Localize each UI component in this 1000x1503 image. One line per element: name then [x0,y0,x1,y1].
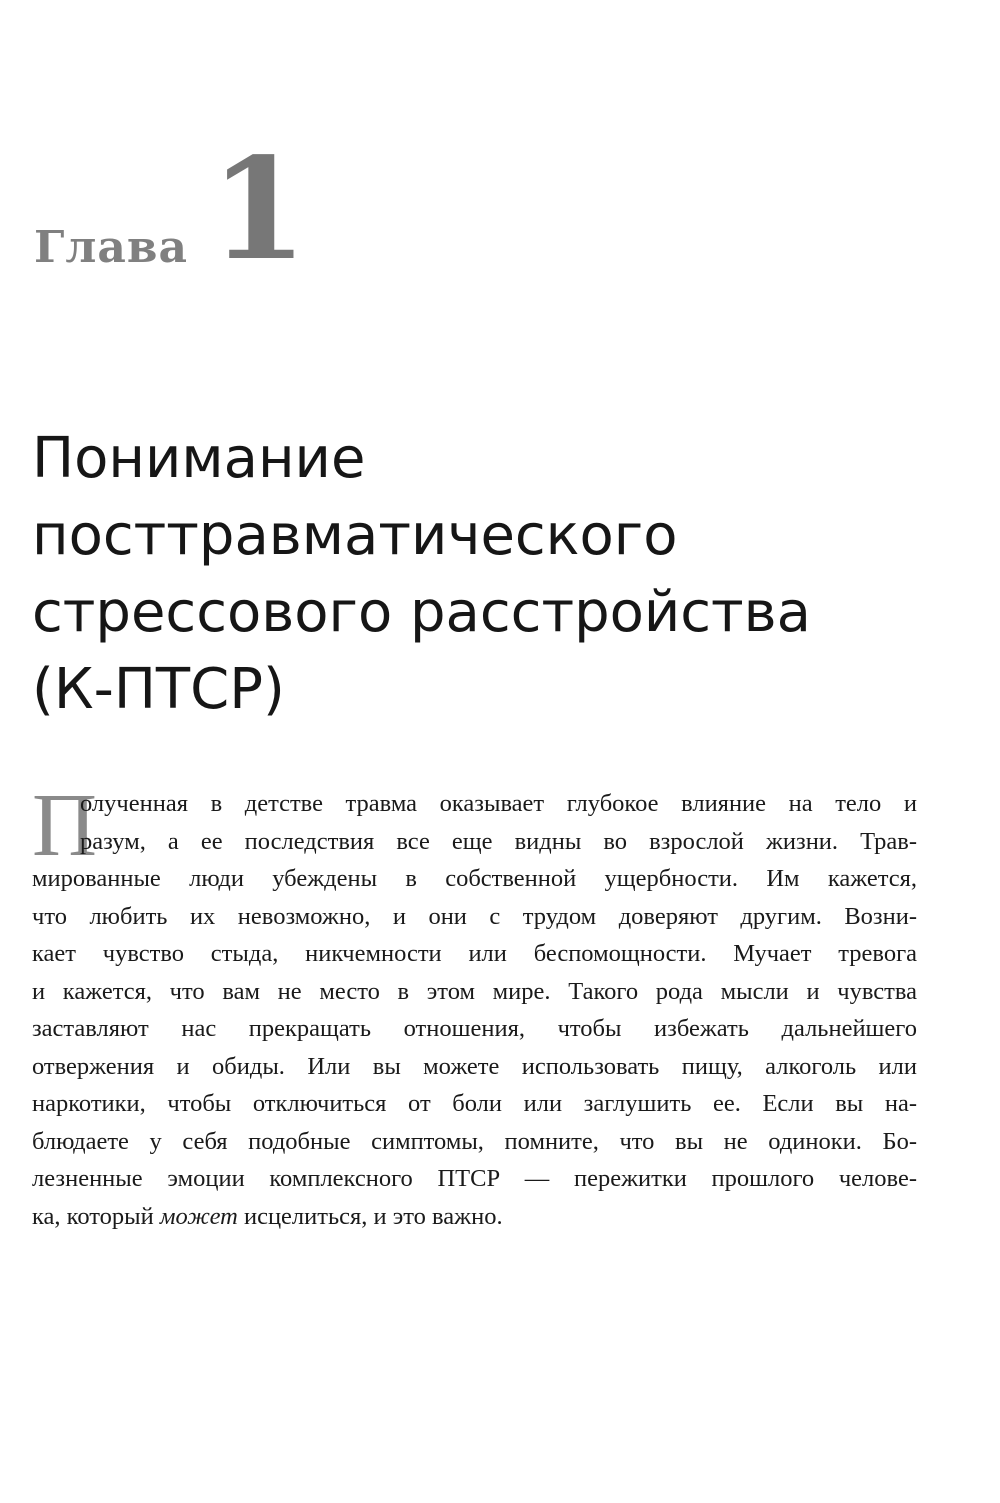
paragraph-line: олученная в детстве травма оказывает глубокое влияние на тело и [80,790,917,817]
paragraph-line: что любить их невозможно, и они с трудом доверяют другим. Возни- [32,902,917,930]
body-paragraph [32,776,917,1235]
paragraph-line: разум, а ее последствия все еще видны во взрослой жизни. Трав- [80,827,917,855]
chapter-label: Глава [34,222,188,273]
chapter-heading [34,128,308,292]
paragraph-line: отвержения и обиды. Или вы можете использовать пищу, алкоголь или [32,1052,917,1080]
chapter-title-line: стрессового расстройства [32,580,811,645]
paragraph-line: лезненные эмоции комплексного ПТСР — пережитки прошлого челове- [32,1165,917,1192]
last-line-end: исцелиться, и это важно. [243,1202,503,1230]
paragraph-line: кает чувство стыда, никчемности или беспомощности. Мучает тревога [32,940,917,967]
paragraph-line: блюдаете у себя подобные симптомы, помните, что вы не одиноки. Бо- [32,1127,917,1155]
paragraph-line: мированные люди убеждены в собственной ущербности. Им кажется, [32,865,917,892]
paragraph-line: заставляют нас прекращать отношения, чтобы избежать дальнейшего [32,1015,917,1042]
emphasized-word: может [159,1202,238,1230]
drop-cap: П [32,776,97,875]
chapter-title-line: Понимание [32,426,366,491]
paragraph-line: и кажется, что вам не место в этом мире. Такого рода мысли и чувства [32,977,917,1005]
chapter-title-line: (К-ПТСР) [32,657,285,722]
chapter-title [32,420,972,728]
paragraph-line: наркотики, чтобы отключиться от боли или заглушить ее. Если вы на- [32,1090,917,1117]
chapter-number: 1 [210,128,308,292]
last-line-start: ка, который [32,1202,154,1230]
chapter-title-line: посттравматического [32,503,678,568]
paragraph-last-line [32,1198,917,1236]
